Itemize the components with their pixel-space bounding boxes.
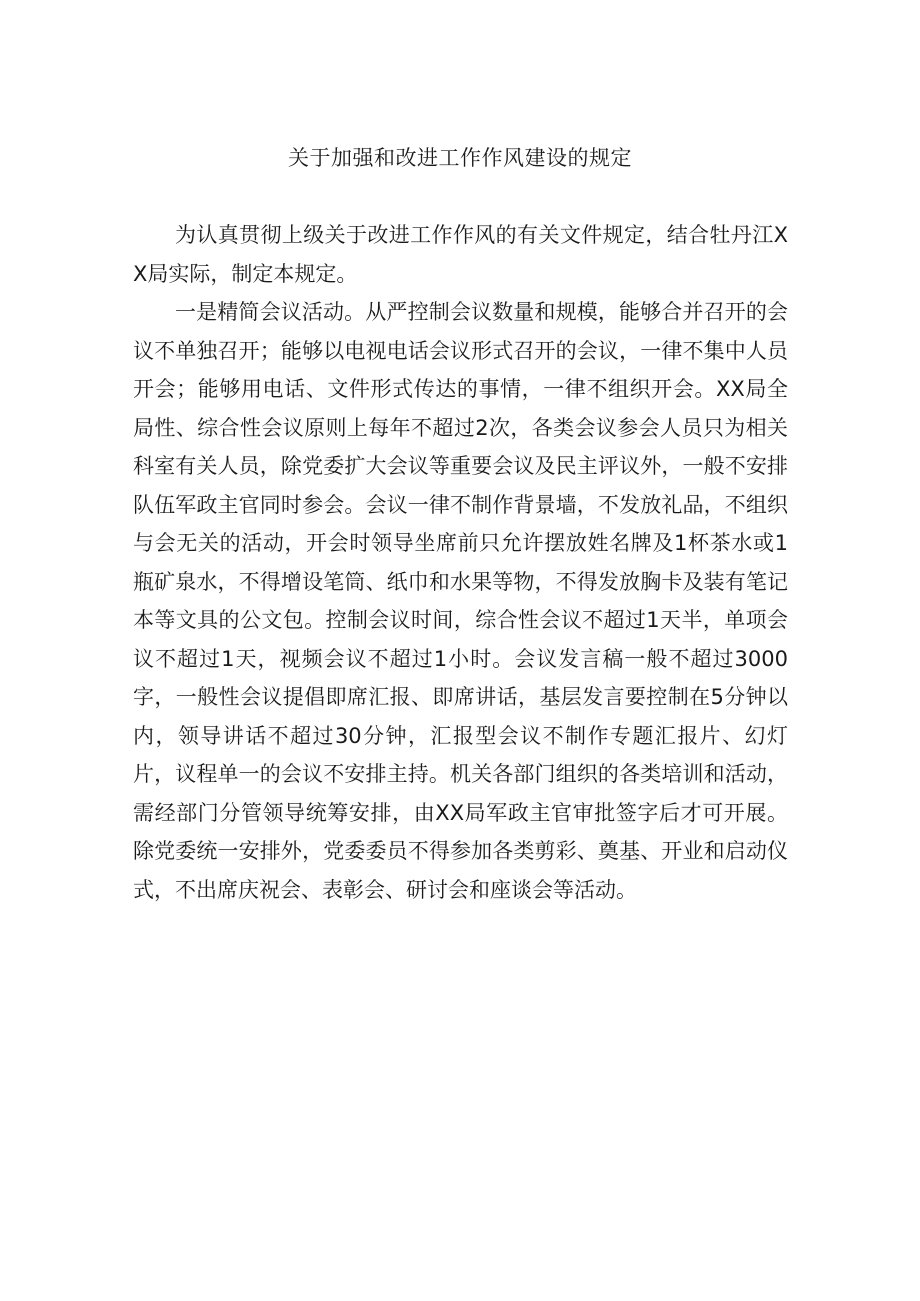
document-title: 关于加强和改进工作作风建设的规定 bbox=[288, 146, 632, 170]
intro-paragraph: 为认真贯彻上级关于改进工作作风的有关文件规定，结合牡丹江XX局实际，制定本规定。 bbox=[133, 223, 788, 286]
meeting-rules-paragraph: 一是精简会议活动。从严控制会议数量和规模，能够合并召开的会议不单独召开；能够以电视电话会议形式召开的会议，一律不集中人员开会；能够用电话、文件形式传达的事情，一律不组织开会。XX局全局性、综合性会议原则上每年不超过2次，各类会议参会人员只为相关科室有关人员，除党委扩大会议等重要会议及民主评议外，一般不安排队伍军政主官同时参会。会议一律不制作背景墙，不发放礼品，不组织与会无关的活动，开会时领导坐席前只允许摆放姓名牌及1杯茶水或1瓶矿泉水，不得增设笔筒、纸巾和水果等物，不得发放胸卡及装有笔记本等文具的公文包。控制会议时间，综合性会议不超过1天半，单项会议不超过1天，视频会议不超过1小时。会议发言稿一般不超过3000字，一般性会议提倡即席汇报、即席讲话，基层发言要控制在5分钟以内，领导讲话不超过30分钟，汇报型会议不制作专题汇报片、幻灯片，议程单一的会议不安排主持。机关各部门组织的各类培训和活动，需经部门分管领导统筹安排，由XX局军政主官审批签字后才可开展。除党委统一安排外，党委委员不得参加各类剪彩、奠基、开业和启动仪式，不出席庆祝会、表彰会、研讨会和座谈会等活动。 bbox=[133, 300, 788, 902]
document-body bbox=[133, 216, 788, 909]
